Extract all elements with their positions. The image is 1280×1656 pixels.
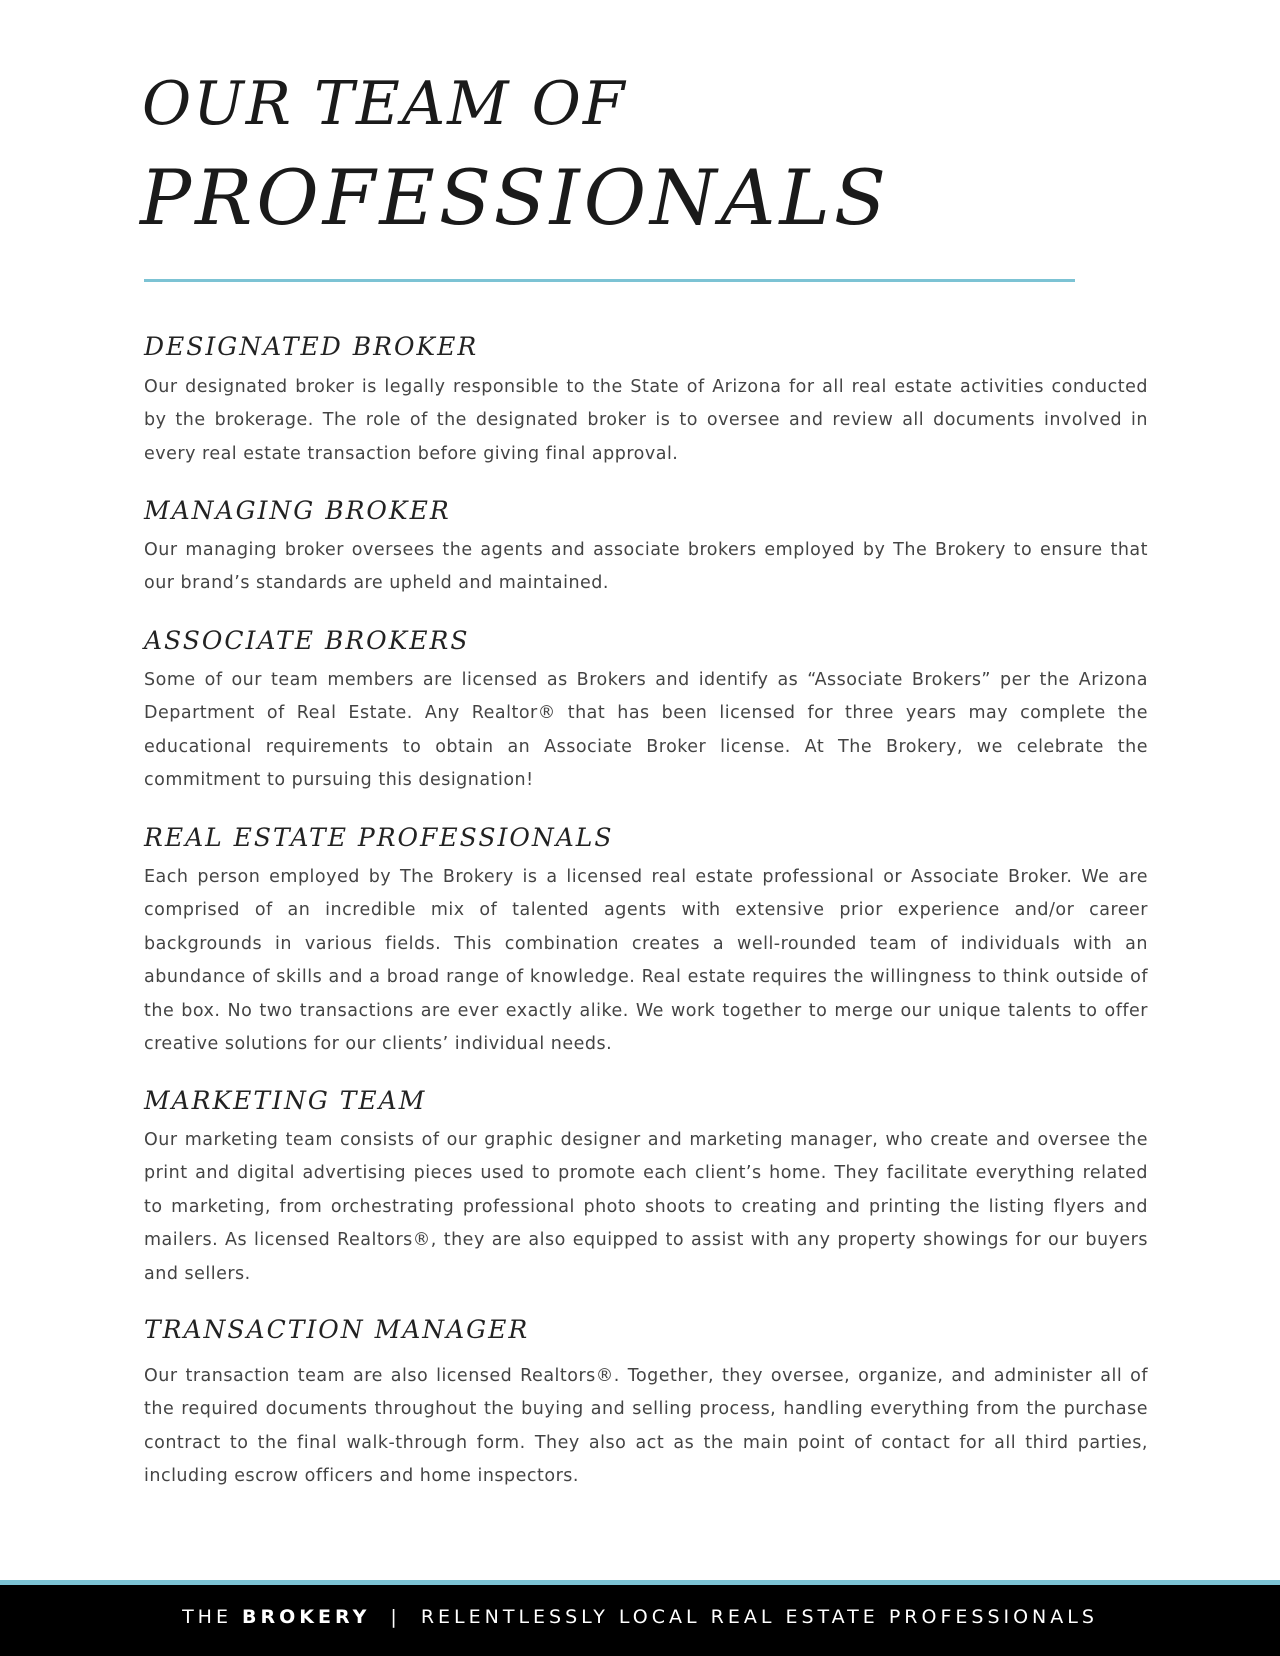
section-title-marketing-team: MARKETING TEAM [144, 1086, 427, 1115]
section-body-designated-broker: Our designated broker is legally responsible to the State of Arizona for all real estate activities conducted by the brokerage. The role of the designated broker is to oversee and review all documents involved in every real estate transaction before giving final approval. [144, 377, 1148, 464]
section-body-real-estate-professionals: Each person employed by The Brokery is a licensed real estate professional or Associate Broker. We are comprised of an incredible mix of talented agents with extensive prior experience and/or career backgrounds in various fields. This combination creates a well-rounded team of individuals with an abundance of skills and a broad range of knowledge. Real estate requires the willingness to think outside of the box. No two transactions are ever exactly alike. We work together to merge our unique talents to offer creative solutions for our clients’ individual needs. [144, 867, 1148, 1055]
page-title-line1: OUR TEAM OF [142, 69, 627, 139]
footer-tagline-text: RELENTLESSLY LOCAL REAL ESTATE PROFESSIONALS [420, 1606, 1098, 1628]
section-title-designated-broker: DESIGNATED BROKER [144, 332, 479, 361]
footer-brand-prefix: THE [182, 1606, 232, 1628]
footer-separator: | [390, 1606, 401, 1628]
section-body-marketing-team: Our marketing team consists of our graphic designer and marketing manager, who create and oversee the print and digital advertising pieces used to promote each client’s home. They facilitate everything related to marketing, from orchestrating professional photo shoots to creating and printing the listing flyers and mailers. As licensed Realtors®, they are also equipped to assist with any property showings for our buyers and sellers. [144, 1130, 1148, 1284]
section-body-transaction-manager: Our transaction team are also licensed Realtors®. Together, they oversee, organize, and administer all of the required documents throughout the buying and selling process, handling everything from the purchase contract to the final walk-through form. They also act as the main point of contact for all third parties, including escrow officers and home inspectors. [144, 1366, 1148, 1487]
section-body-managing-broker: Our managing broker oversees the agents and associate brokers employed by The Brokery to ensure that our brand’s standards are upheld and maintained. [144, 540, 1148, 594]
section-title-associate-brokers: ASSOCIATE BROKERS [144, 626, 470, 655]
page-title-line2: PROFESSIONALS [140, 153, 890, 242]
section-title-managing-broker: MANAGING BROKER [144, 496, 451, 525]
section-title-real-estate-professionals: REAL ESTATE PROFESSIONALS [144, 823, 614, 852]
section-body-associate-brokers: Some of our team members are licensed as Brokers and identify as “Associate Brokers” per the Arizona Department of Real Estate. Any Realtor® that has been licensed for three years may complete the educational requirements to obtain an Associate Broker license. At The Brokery, we celebrate the commitment to pursuing this designation! [144, 670, 1148, 791]
footer-brand-name: BROKERY [242, 1606, 371, 1628]
footer-tagline [0, 1603, 1280, 1631]
title-divider [144, 279, 1075, 282]
footer-bar [0, 1580, 1280, 1656]
section-title-transaction-manager: TRANSACTION MANAGER [144, 1315, 530, 1344]
